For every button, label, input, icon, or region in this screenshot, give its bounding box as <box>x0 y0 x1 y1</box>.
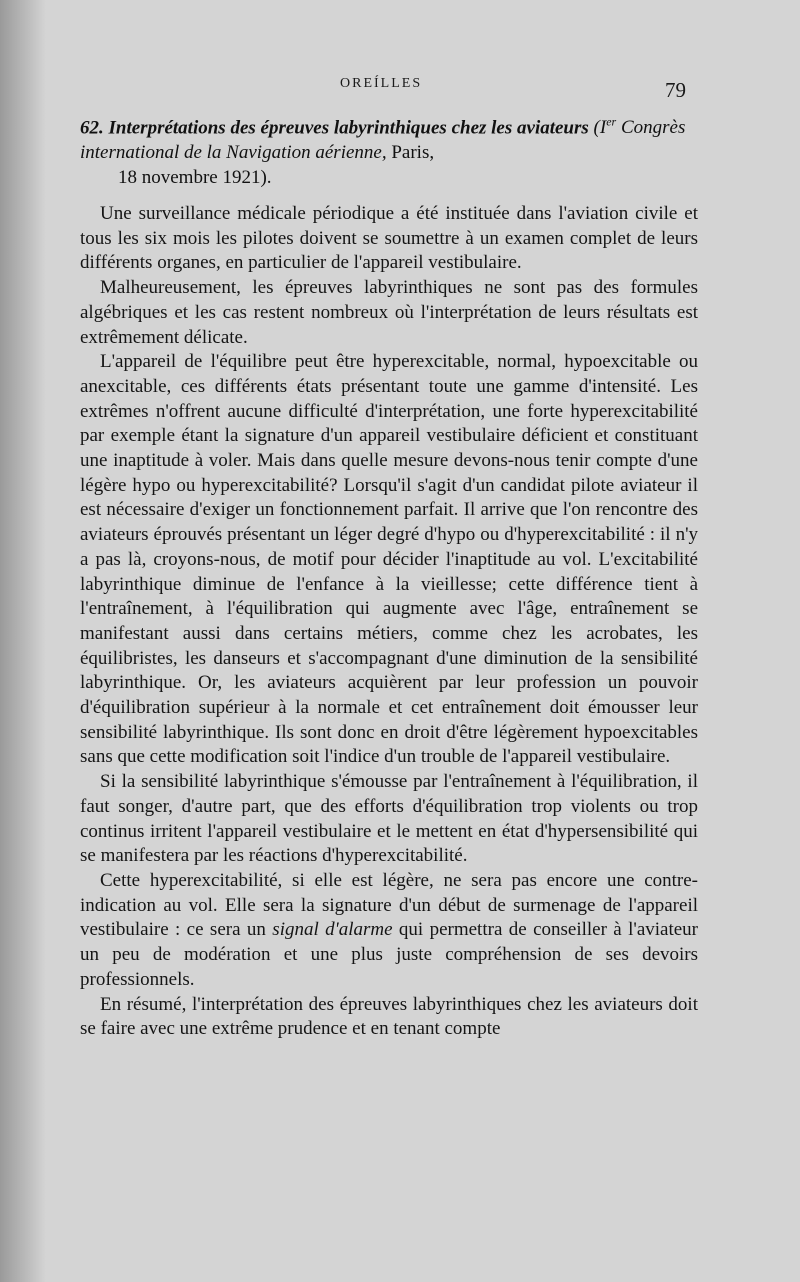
paragraph-3: L'appareil de l'équilibre peut être hyperexcitable, normal, hypoexcitable ou anexcitable, ces différents états présentant toute une gamme d'intensité. Les extrêmes n'offrent aucune difficulté d'interprétation, une forte hyperexcitabilité par exemple étant la signature d'un appareil vestibulaire déficient et constituant une inaptitude à voler. Mais dans quelle mesure devons-nous tenir compte d'une légère hypo ou hyperexcitabilité? Lorsqu'il s'agit d'un candidat pilote aviateur il est nécessaire d'exiger un fonctionnement parfait. Il arrive que l'on rencontre des aviateurs éprouvés présentant un léger degré d'hypo ou d'hyperexcitabilité : il n'y a pas là, croyons-nous, de motif pour décider l'inaptitude au vol. L'excitabilité labyrinthique diminue de l'enfance à la vieillesse; cette différence tient à l'entraînement, à l'équilibration qui augmente avec l'âge, entraînement se manifestant aussi dans certains métiers, comme chez les acrobates, les équilibristes, les danseurs et s'accompagnant d'une diminution de la sensibilité labyrinthique. Or, les aviateurs acquièrent par leur profession un pouvoir d'équilibration supérieur à la normale et cet entraînement doit émousser leur sensibilité labyrinthique. Ils sont donc en droit d'être légèrement hypoexcitables sans que cette modification soit l'indice d'un trouble de l'appareil vestibulaire. <box>80 351 698 768</box>
paragraph-5 <box>80 869 698 993</box>
reference-numeral: I <box>599 117 607 139</box>
reference-superscript: er <box>606 115 617 129</box>
paragraph-6: En résumé, l'interprétation des épreuves labyrinthiques chez les aviateurs doit se faire avec une extrême prudence et en tenant compte <box>80 993 698 1040</box>
paragraph-5-after: qui permettra de conseiller à l'aviateur un peu de modération et une plus juste compréhension de ses devoirs professionnels. <box>80 919 699 990</box>
reference-open: ( <box>593 117 600 139</box>
paragraph-5-before: Cette hyperexcitabilité, si elle est légère, ne sera pas encore une contre-indication au vol. Elle sera la signature d'un début de surmenage de l'appareil vestibulaire : ce sera un <box>80 869 698 941</box>
paragraph-1: Une surveillance médicale périodique a été instituée dans l'aviation civile et tous les six mois les pilotes doivent se soumettre à un examen complet de leurs différents organes, en particulier de l'appareil vestibulaire. <box>80 203 698 274</box>
paragraph-2: Malheureusement, les épreuves labyrinthiques ne sont pas des formules algébriques et les cas restent nombreux où l'interprétation de leurs résultats est extrêmement délicate. <box>80 277 698 348</box>
page-number: 79 <box>665 78 686 102</box>
paragraph-4: Si la sensibilité labyrinthique s'émousse par l'entraînement à l'équilibration, il faut songer, d'autre part, que des efforts d'équilibration trop violents ou trop continus irritent l'appareil vestibulaire et le mettent en état d'hypersensibilité qui se manifestera par les réactions d'hyperexcitabilité. <box>80 771 698 867</box>
running-head: OREÍLLES <box>340 76 423 91</box>
reference-congress: Congrès international de la Navigation aérienne, <box>80 117 686 164</box>
signal-alarme-emphasis: signal d'alarme <box>272 919 393 941</box>
reference-date: 18 novembre 1921). <box>118 167 272 189</box>
section-number: 62. <box>80 117 104 139</box>
reference-place: Paris, <box>391 142 435 164</box>
body-text <box>80 202 698 1042</box>
section-heading <box>80 110 698 190</box>
section-title: Interprétations des épreuves labyrinthiques chez les aviateurs <box>108 117 589 139</box>
page-header <box>0 70 800 110</box>
